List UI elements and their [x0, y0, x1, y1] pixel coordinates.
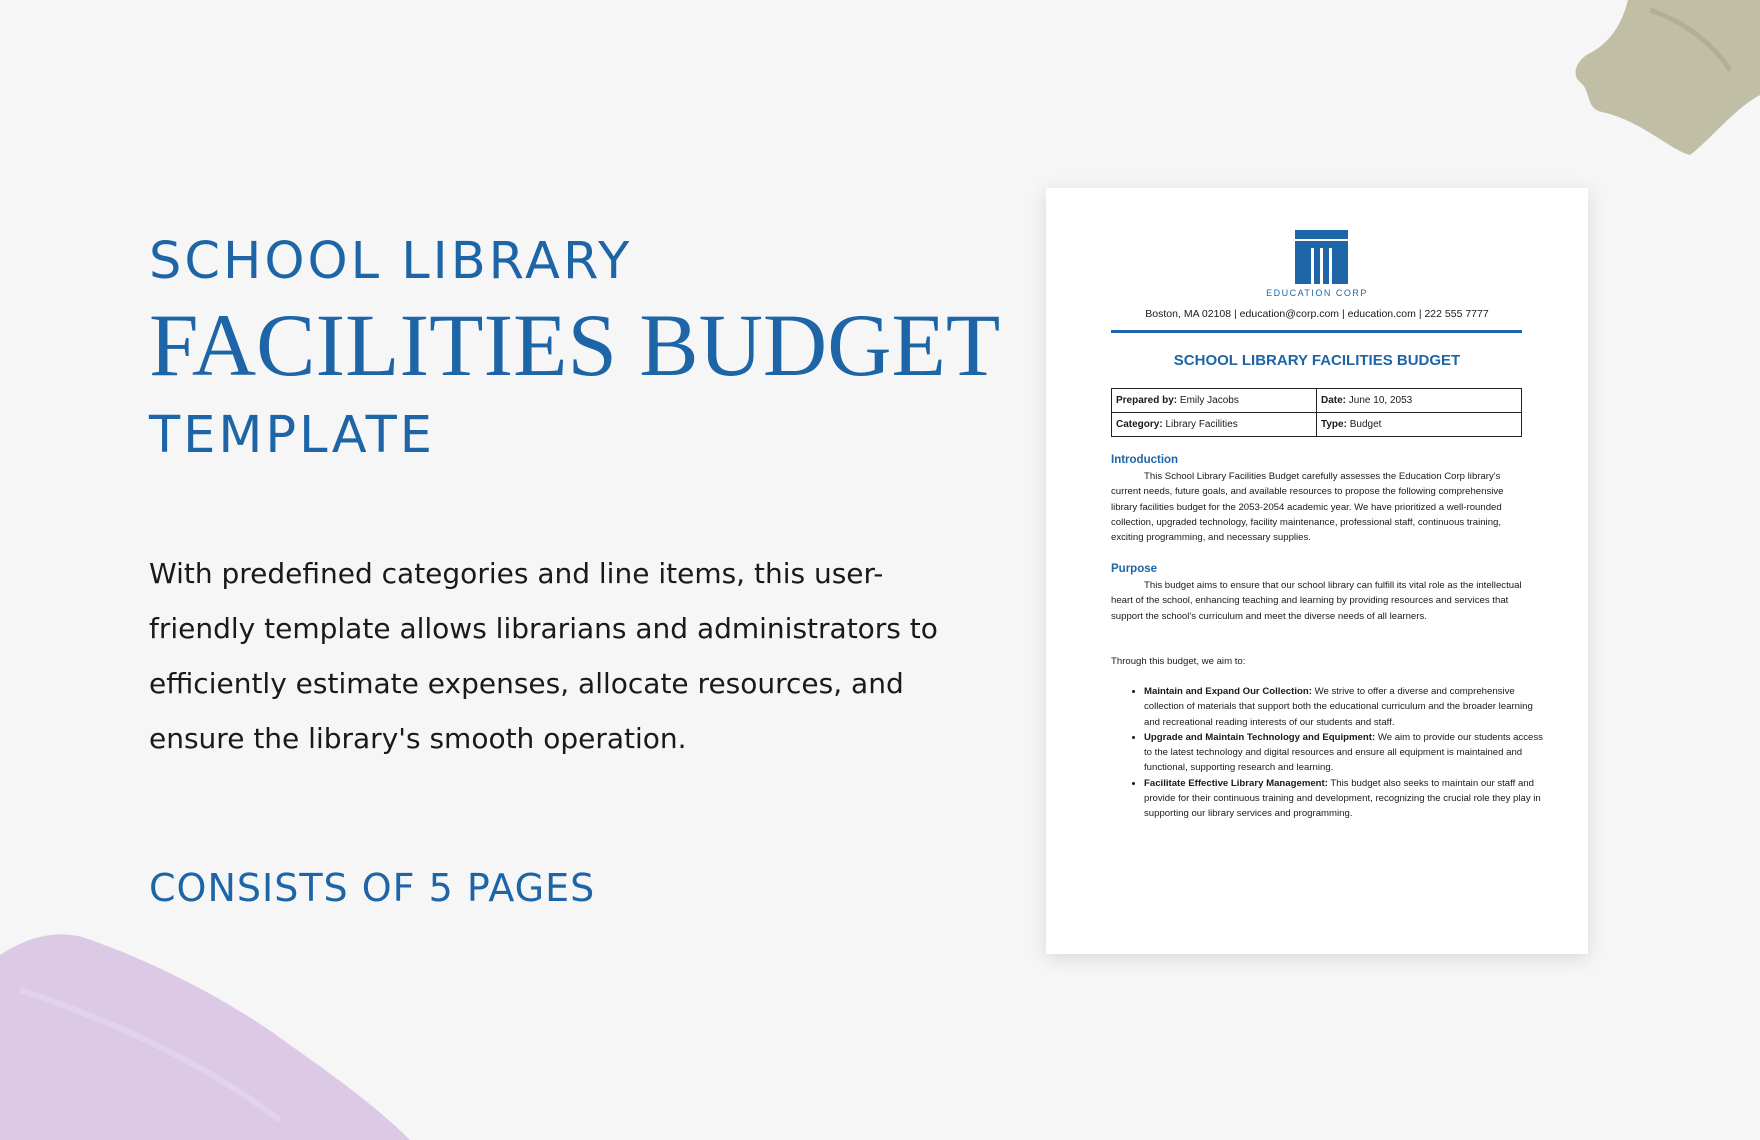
list-item: • Facilitate Effective Library Management: This budget also seeks to maintain our staff and provide for their continuous training and development, recognizing the crucial role they play in supporting our library services and programming. [1144, 776, 1544, 822]
document-meta-table [1111, 388, 1522, 437]
lavender-paint-stroke [0, 930, 420, 1140]
purpose-heading: Purpose [1111, 563, 1158, 575]
purpose-lead-in: Through this budget, we aim to: [1111, 656, 1246, 667]
date-cell: Date: June 10, 2053 [1317, 389, 1522, 413]
list-item: • Maintain and Expand Our Collection: We strive to offer a diverse and comprehensive collection of materials that support both the educational curriculum and the broader learning and recreational reading interests of our students and staff. [1144, 684, 1544, 730]
introduction-heading: Introduction [1111, 454, 1179, 466]
purpose-text: This budget aims to ensure that our school library can fulfill its vital role as the intellectual heart of the school, enhancing teaching and learning by providing resources and services that support the school's curriculum and meet the diverse needs of all learners. [1111, 580, 1522, 622]
building-columns-icon [1295, 230, 1348, 284]
document-preview [1046, 188, 1588, 954]
hero-subtitle: SCHOOL LIBRARY [149, 232, 633, 291]
page-count-note: CONSISTS OF 5 PAGES [149, 866, 596, 910]
contact-line: Boston, MA 02108 | education@corp.com | education.com | 222 555 7777 [1145, 308, 1489, 320]
type-cell: Type: Budget [1317, 413, 1522, 437]
purpose-bullet-list [1126, 684, 1544, 822]
document-title: SCHOOL LIBRARY FACILITIES BUDGET [1173, 352, 1461, 369]
company-name: EDUCATION CORP [1266, 288, 1368, 298]
header-divider [1111, 330, 1522, 333]
introduction-text: This School Library Facilities Budget carefully assesses the Education Corp library's current needs, future goals, and available resources to propose the following comprehensive library facilities budget for the 2053-2054 academic year. We have prioritized a well-rounded collection, upgraded technology, facility maintenance, professional staff, continuous training, exciting programming, and necessary supplies. [1111, 471, 1504, 544]
list-item: • Upgrade and Maintain Technology and Equipment: We aim to provide our students access to the latest technology and digital resources and ensure all equipment is maintained and functional, supporting research and learning. [1144, 730, 1544, 776]
template-description: With predefined categories and line items, this user-friendly template allows librarians and administrators to efficiently estimate expenses, allocate resources, and ensure the library's smooth operation. [149, 557, 938, 755]
olive-paint-stroke [1530, 0, 1760, 160]
hero-tail: TEMPLATE [149, 406, 436, 465]
prepared-by-cell: Prepared by: Emily Jacobs [1112, 389, 1317, 413]
category-cell: Category: Library Facilities [1112, 413, 1317, 437]
hero-title: FACILITIES BUDGET [149, 297, 1001, 395]
